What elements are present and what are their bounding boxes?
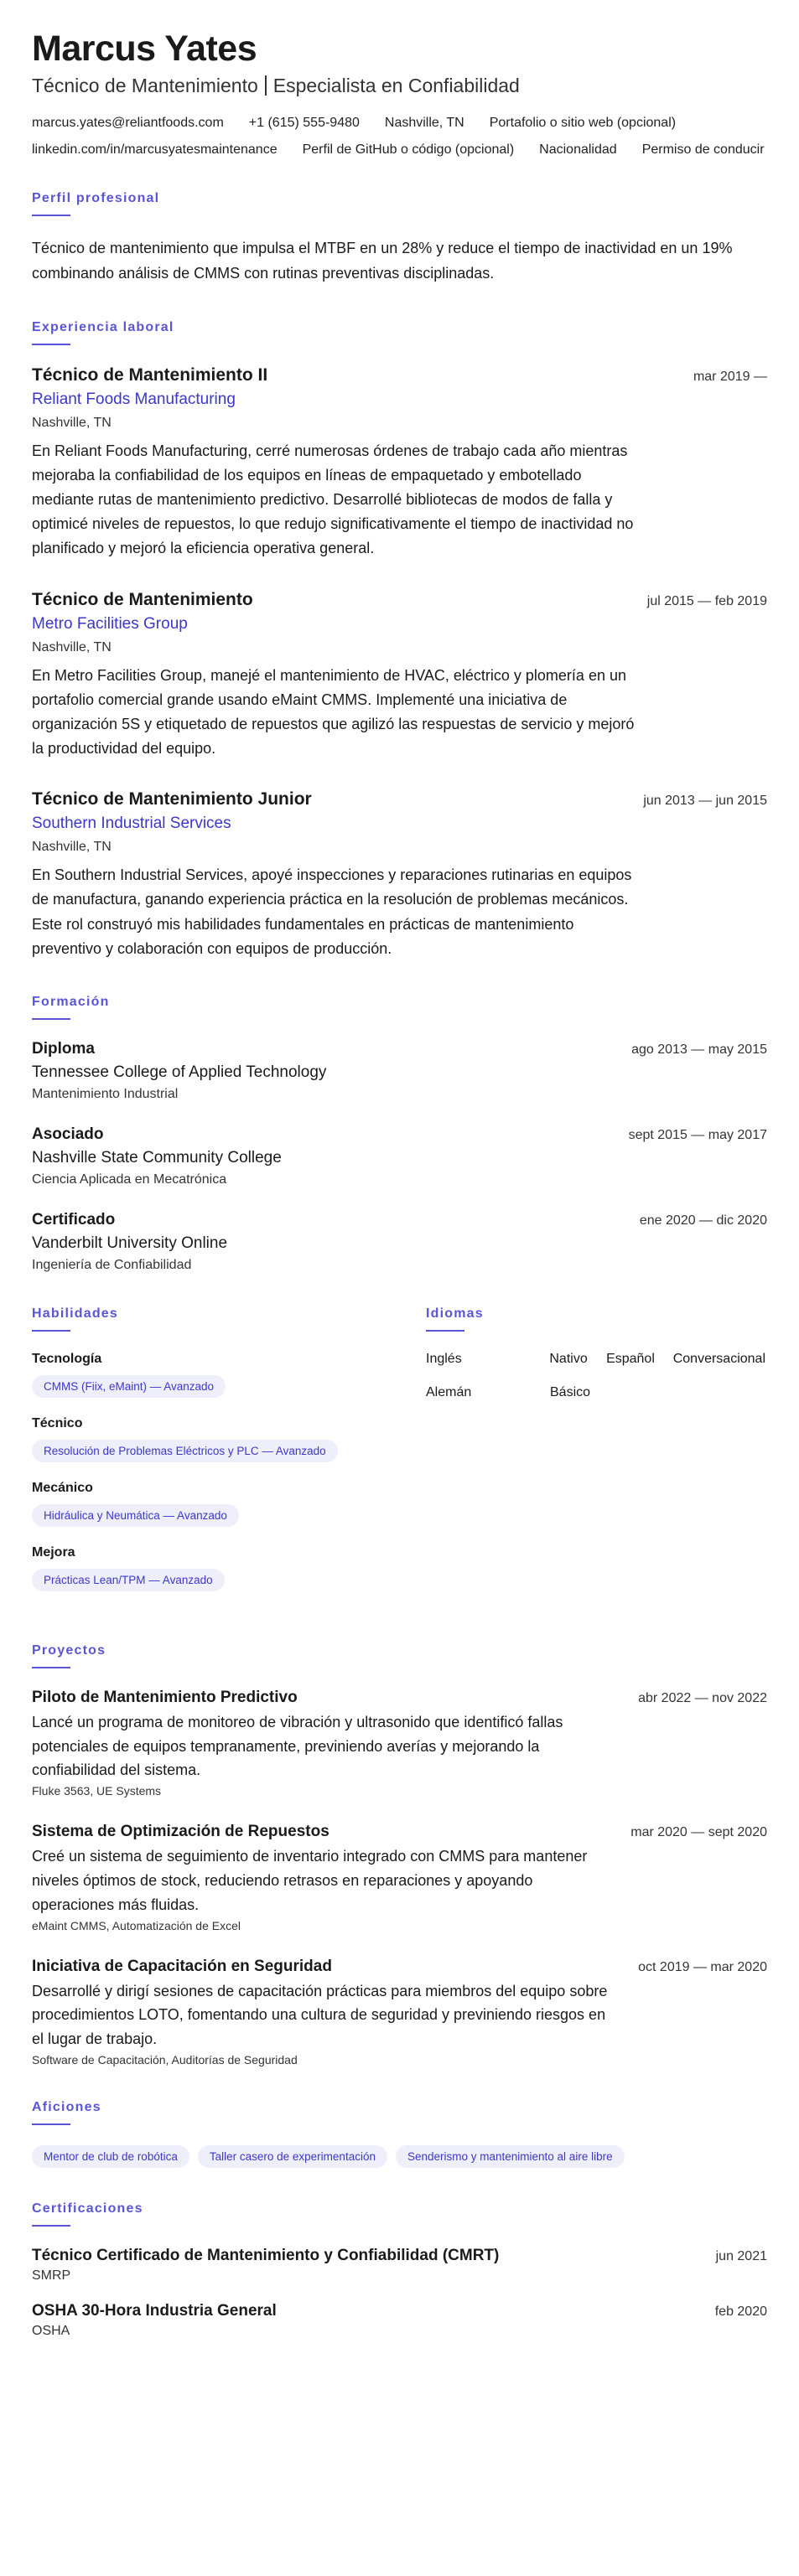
certification-date: feb 2020 xyxy=(714,2304,767,2320)
language-level: Conversacional xyxy=(672,1351,765,1366)
section-divider xyxy=(32,344,70,345)
skill-pill: Hidráulica y Neumática — Avanzado xyxy=(32,1504,239,1527)
skill-group xyxy=(32,1545,426,1591)
language-level: Nativo xyxy=(549,1351,588,1366)
contact-nationality: Nacionalidad xyxy=(539,142,617,158)
job-title: Técnico de Mantenimiento Junior xyxy=(32,789,312,810)
section-divider xyxy=(32,215,70,216)
section-title-experience: Experiencia laboral xyxy=(32,319,174,334)
contact-driving-license: Permiso de conducir xyxy=(641,142,765,158)
project-tech: Software de Capacitación, Auditorías de Seguridad xyxy=(32,2053,298,2067)
section-title-certifications: Certificaciones xyxy=(32,2201,143,2216)
project-description: Creé un sistema de seguimiento de inventario integrado con CMMS para mantener niveles óptimos de stock, reduciendo retrasos en reparaciones y apoyando operaciones más fluidas. xyxy=(32,1848,588,1913)
job-location: Nashville, TN xyxy=(32,840,112,855)
language-name: Inglés xyxy=(426,1351,462,1366)
language-row xyxy=(426,1385,765,1400)
section-title-hobbies: Aficiones xyxy=(32,2100,101,2115)
project-date: oct 2019 — mar 2020 xyxy=(638,1959,767,1974)
contact-location: Nashville, TN xyxy=(384,116,464,131)
section-divider xyxy=(32,1330,70,1332)
skill-category: Mejora xyxy=(32,1544,75,1560)
education-field: Ingeniería de Confiabilidad xyxy=(32,1257,192,1272)
section-title-languages: Idiomas xyxy=(426,1306,484,1321)
headline-divider xyxy=(265,75,267,96)
experience-section xyxy=(32,320,767,961)
project-entry xyxy=(32,1689,767,1798)
contact-website[interactable]: Portafolio o sitio web (opcional) xyxy=(489,116,677,131)
skill-group xyxy=(32,1352,426,1398)
language-row xyxy=(426,1352,765,1367)
language-name: Alemán xyxy=(426,1384,472,1399)
education-date: ene 2020 — dic 2020 xyxy=(639,1213,767,1228)
education-field: Mantenimiento Industrial xyxy=(32,1086,179,1101)
job-date: jun 2013 — jun 2015 xyxy=(643,794,767,809)
headline-secondary: Especialista en Confiabilidad xyxy=(272,75,520,97)
project-title: Sistema de Optimización de Repuestos xyxy=(32,1823,329,1841)
hobbies-section xyxy=(32,2100,767,2168)
hobby-pill: Mentor de club de robótica xyxy=(32,2145,189,2168)
section-title-skills: Habilidades xyxy=(32,1306,119,1321)
project-title: Iniciativa de Capacitación en Seguridad xyxy=(32,1957,332,1975)
skill-category: Técnico xyxy=(32,1415,83,1430)
job-entry xyxy=(32,590,767,762)
skill-pill: CMMS (Fiix, eMaint) — Avanzado xyxy=(32,1375,226,1398)
section-divider xyxy=(32,1667,70,1668)
education-field: Ciencia Aplicada en Mecatrónica xyxy=(32,1172,227,1187)
project-description: Lancé un programa de monitoreo de vibración y ultrasonido que identificó fallas potenciales de equipos tempranamente, previniendo averías y mejorando la confiabilidad del sistema. xyxy=(32,1713,563,1779)
job-company: Reliant Foods Manufacturing xyxy=(32,390,236,408)
certification-entry xyxy=(32,2302,767,2339)
job-company: Metro Facilities Group xyxy=(32,614,188,633)
headline xyxy=(32,75,767,97)
job-location: Nashville, TN xyxy=(32,639,112,654)
job-description: En Reliant Foods Manufacturing, cerré numerosas órdenes de trabajo cada año mientras mejoraba la confiabilidad de los equipos en líneas de empaquetado y embotellado mediante rutas de mantenimiento predictivo. Desarrollé bibliotecas de modos de falla y optimicé niveles de repuestos, lo que redujo significativamente el tiempo de inactividad no planificado y mejoró la eficiencia operativa general. xyxy=(32,442,634,557)
profile-summary: Técnico de mantenimiento que impulsa el MTBF en un 28% y reduce el tiempo de inactividad en un 19% combinando análisis de CMMS con rutinas preventivas disciplinadas. xyxy=(32,240,733,282)
certification-issuer: SMRP xyxy=(32,2268,71,2284)
skill-pill: Resolución de Problemas Eléctricos y PLC — Avanzado xyxy=(32,1440,338,1462)
project-title: Piloto de Mantenimiento Predictivo xyxy=(32,1688,298,1706)
job-date: jul 2015 — feb 2019 xyxy=(646,593,767,608)
contact-info xyxy=(32,116,767,158)
contact-phone[interactable]: +1 (615) 555-9480 xyxy=(248,116,360,131)
job-title: Técnico de Mantenimiento xyxy=(32,589,253,609)
job-date: mar 2019 — xyxy=(693,369,767,384)
hobby-list xyxy=(32,2145,767,2168)
job-entry xyxy=(32,789,767,961)
job-location: Nashville, TN xyxy=(32,415,112,430)
section-divider xyxy=(32,1018,70,1020)
contact-email[interactable]: marcus.yates@reliantfoods.com xyxy=(32,116,224,131)
education-school: Tennessee College of Applied Technology xyxy=(32,1063,327,1081)
education-entry xyxy=(32,1211,767,1273)
skill-category: Tecnología xyxy=(32,1351,102,1366)
profile-section xyxy=(32,191,767,286)
skill-category: Mecánico xyxy=(32,1480,93,1495)
education-degree: Diploma xyxy=(32,1039,95,1058)
contact-github[interactable]: Perfil de GitHub o código (opcional) xyxy=(302,142,515,158)
job-title: Técnico de Mantenimiento II xyxy=(32,365,268,385)
job-description: En Metro Facilities Group, manejé el mantenimiento de HVAC, eléctrico y plomería en un portafolio comercial grande usando eMaint CMMS. Implementé una iniciativa de organización 5S y etiquetado de repuestos que agilizó las respuestas de servicio y mejoró la productividad del equipo. xyxy=(32,666,635,758)
section-title-profile: Perfil profesional xyxy=(32,191,160,206)
job-description: En Southern Industrial Services, apoyé inspecciones y reparaciones rutinarias en equipos de manufactura, ganando experiencia práctica en la resolución de problemas mecánicos. Este rol construyó mis habilidades fundamentales en prácticas de mantenimiento preventivo y colaboración con equipos de producción. xyxy=(32,866,632,957)
certification-name: OSHA 30-Hora Industria General xyxy=(32,2302,277,2320)
project-entry xyxy=(32,1958,767,2066)
project-tech: eMaint CMMS, Automatización de Excel xyxy=(32,1918,241,1932)
education-date: ago 2013 — may 2015 xyxy=(631,1042,767,1057)
education-entry xyxy=(32,1125,767,1187)
language-name: Español xyxy=(606,1351,655,1366)
hobby-pill: Senderismo y mantenimiento al aire libre xyxy=(396,2145,625,2168)
certification-name: Técnico Certificado de Mantenimiento y Confiabilidad (CMRT) xyxy=(32,2247,500,2265)
projects-section xyxy=(32,1643,767,2066)
education-date: sept 2015 — may 2017 xyxy=(628,1127,767,1142)
project-date: mar 2020 — sept 2020 xyxy=(630,1825,767,1840)
education-school: Nashville State Community College xyxy=(32,1148,282,1166)
education-section xyxy=(32,995,767,1273)
contact-linkedin[interactable]: linkedin.com/in/marcusyatesmaintenance xyxy=(32,142,278,158)
certification-issuer: OSHA xyxy=(32,2324,70,2339)
section-divider xyxy=(32,2225,70,2227)
skill-pill: Prácticas Lean/TPM — Avanzado xyxy=(32,1569,225,1591)
project-description: Desarrollé y dirigí sesiones de capacitación prácticas para miembros del equipo sobre procedimientos LOTO, fomentando una cultura de seguridad y previniendo riesgos en el lugar de trabajo. xyxy=(32,1982,608,2048)
job-entry xyxy=(32,365,767,561)
certifications-section xyxy=(32,2201,767,2339)
languages-section xyxy=(426,1306,765,1610)
skills-languages-row xyxy=(32,1306,767,1610)
education-degree: Asociado xyxy=(32,1125,104,1143)
education-degree: Certificado xyxy=(32,1210,116,1229)
certification-entry xyxy=(32,2247,767,2284)
hobby-pill: Taller casero de experimentación xyxy=(198,2145,387,2168)
skill-group xyxy=(32,1416,426,1462)
skills-section xyxy=(32,1306,426,1610)
job-company: Southern Industrial Services xyxy=(32,815,231,833)
certification-date: jun 2021 xyxy=(715,2249,767,2264)
education-school: Vanderbilt University Online xyxy=(32,1234,228,1252)
skill-group xyxy=(32,1481,426,1527)
candidate-name: Marcus Yates xyxy=(32,28,257,69)
section-divider xyxy=(32,2123,70,2125)
project-tech: Fluke 3563, UE Systems xyxy=(32,1784,162,1798)
education-entry xyxy=(32,1040,767,1102)
language-level: Básico xyxy=(550,1384,591,1399)
project-date: abr 2022 — nov 2022 xyxy=(638,1690,767,1705)
project-entry xyxy=(32,1823,767,1932)
section-divider xyxy=(426,1330,464,1332)
headline-main: Técnico de Mantenimiento xyxy=(32,75,258,97)
section-title-projects: Proyectos xyxy=(32,1642,106,1658)
section-title-education: Formación xyxy=(32,994,110,1009)
